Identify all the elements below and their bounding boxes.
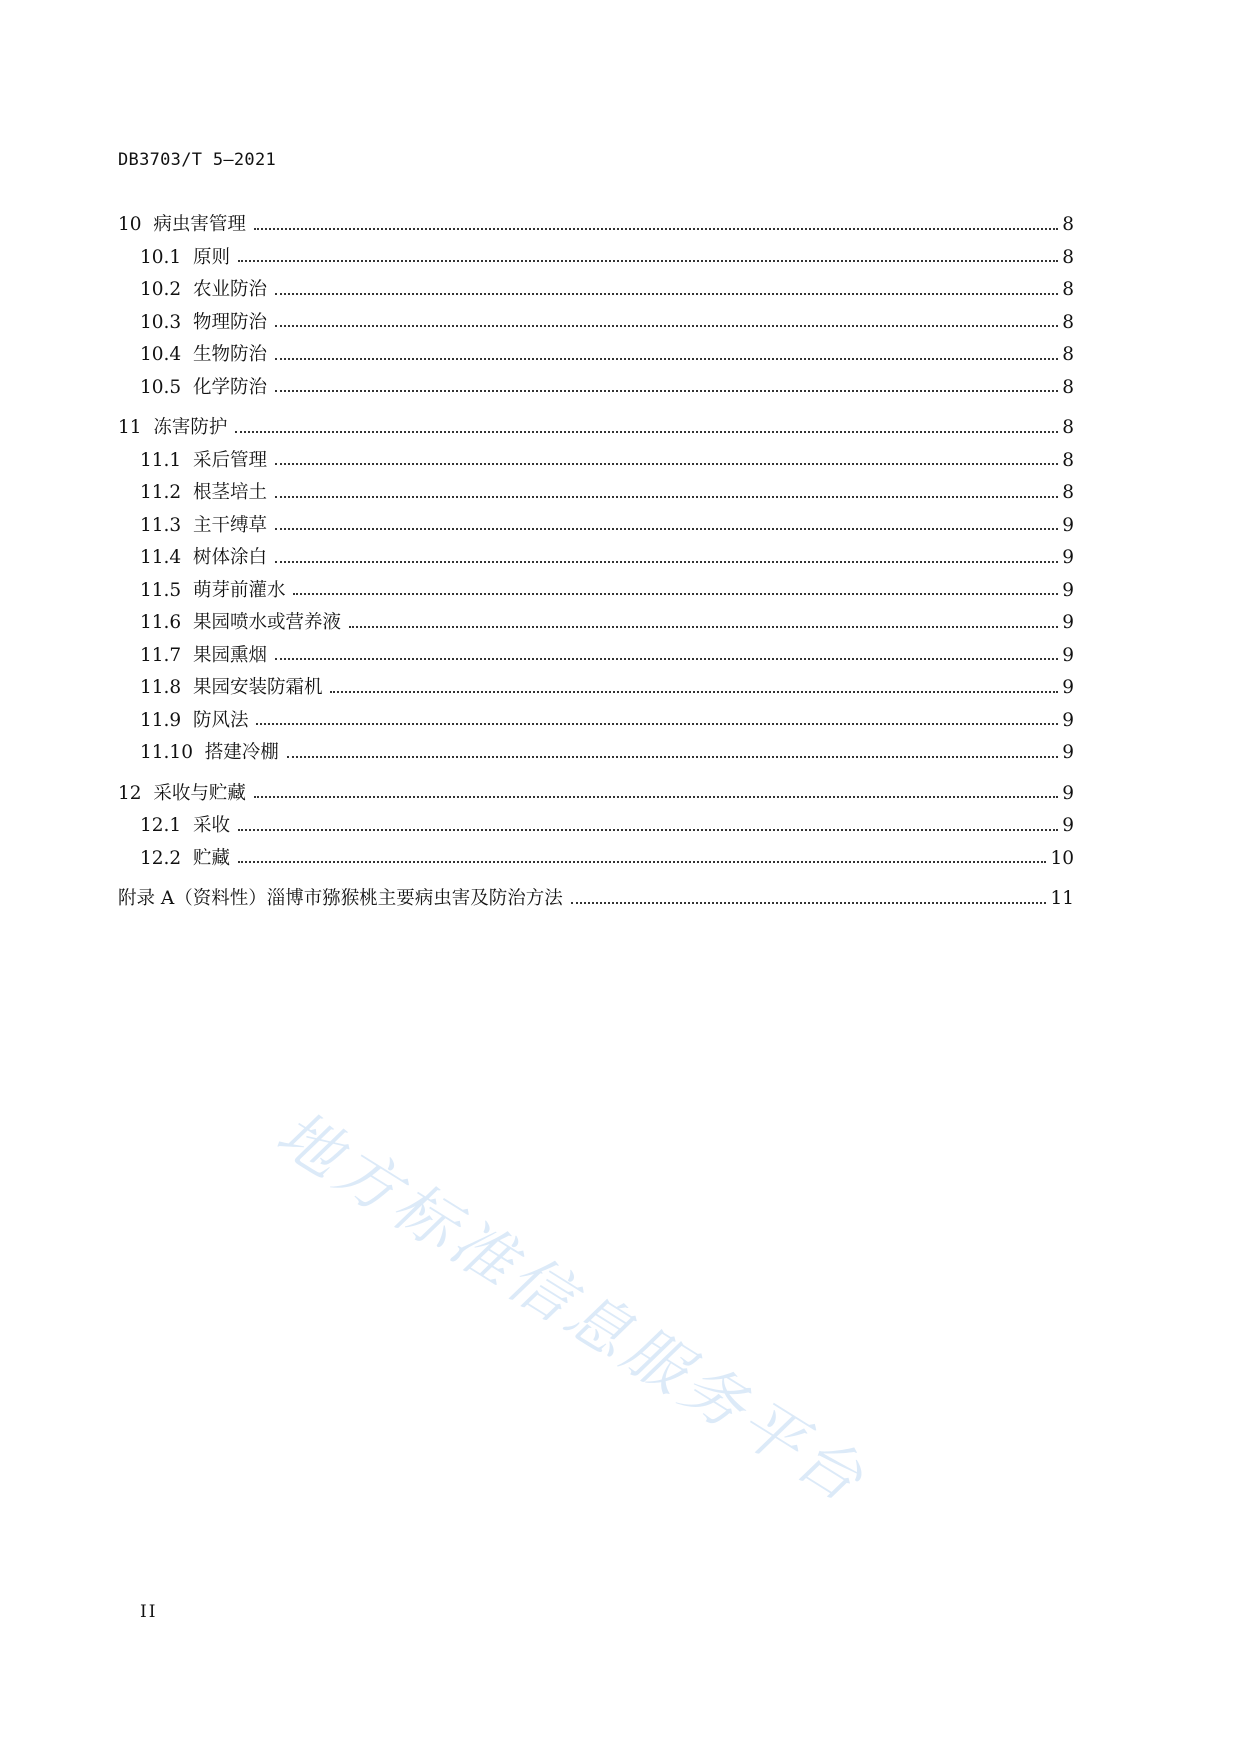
- toc-entry-number: 10: [118, 214, 142, 235]
- toc-entry-title: 采收与贮藏: [153, 782, 246, 804]
- toc-entry-number: 12.1: [140, 815, 182, 836]
- toc-entry[interactable]: [118, 267, 1074, 300]
- toc-entry-title: 防风法: [192, 709, 249, 731]
- toc-entry-number: 11.3: [140, 514, 182, 536]
- toc-entry-title: 贮藏: [192, 847, 230, 869]
- toc-entry-page: 8: [1062, 311, 1074, 333]
- toc-entry[interactable]: [118, 503, 1074, 536]
- toc-entry-number: 11.10: [140, 742, 193, 763]
- toc-entry-number: 11.2: [140, 482, 182, 503]
- toc-entry-title: 化学防治: [192, 376, 267, 398]
- toc-dot-leader: [349, 626, 1058, 628]
- toc-entry[interactable]: [118, 698, 1074, 731]
- toc-entry-number: 10.3: [140, 311, 182, 333]
- toc-entry-number: 10.5: [140, 376, 182, 398]
- toc-entry-number: 11.8: [140, 677, 182, 698]
- toc-entry[interactable]: [118, 202, 1074, 235]
- toc-entry-page: 8: [1062, 214, 1074, 235]
- toc-entry-page: 8: [1062, 279, 1074, 300]
- toc-entry-title: 主干缚草: [192, 514, 267, 536]
- toc-dot-leader: [238, 829, 1058, 831]
- toc-entry-title: 附录 A（资料性）淄博市猕猴桃主要病虫害及防治方法: [118, 888, 563, 909]
- toc-dot-leader: [235, 431, 1058, 433]
- toc-entry-title: 生物防治: [192, 344, 267, 365]
- toc-entry-title: 果园安装防霜机: [192, 677, 323, 698]
- toc-entry-title: 果园熏烟: [192, 644, 267, 666]
- toc-entry[interactable]: [118, 665, 1074, 698]
- toc-dot-leader: [287, 756, 1058, 758]
- toc-entry[interactable]: [118, 600, 1074, 633]
- toc-entry-page: 9: [1062, 579, 1074, 601]
- toc-entry-number: 10.2: [140, 279, 182, 300]
- toc-entry[interactable]: [118, 876, 1074, 909]
- toc-entry-page: 9: [1062, 547, 1074, 568]
- toc-entry-title: 原则: [192, 246, 230, 268]
- toc-entry[interactable]: [118, 235, 1074, 268]
- toc-entry-page: 8: [1062, 246, 1074, 268]
- toc-dot-leader: [254, 228, 1058, 230]
- toc-entry-page: 9: [1062, 612, 1074, 633]
- toc-dot-leader: [256, 723, 1058, 725]
- toc-entry-number: 10.1: [140, 246, 182, 268]
- toc-entry[interactable]: [118, 568, 1074, 601]
- toc-entry[interactable]: [118, 730, 1074, 763]
- toc-entry-number: 10.4: [140, 344, 182, 365]
- toc-entry[interactable]: [118, 365, 1074, 398]
- toc-dot-leader: [275, 528, 1058, 530]
- toc-entry-page: 11: [1050, 888, 1074, 909]
- toc-entry-page: 8: [1062, 449, 1074, 471]
- toc-dot-leader: [571, 902, 1047, 904]
- toc-entry-number: 11.4: [140, 547, 182, 568]
- toc-dot-leader: [275, 358, 1058, 360]
- toc-dot-leader: [275, 463, 1058, 465]
- toc-entry-number: 11: [118, 417, 142, 438]
- toc-dot-leader: [275, 561, 1058, 563]
- toc-entry-number: 11.7: [140, 644, 182, 666]
- toc-entry-number: 11.1: [140, 449, 182, 471]
- toc-entry-number: 11.6: [140, 612, 182, 633]
- toc-entry-page: 9: [1062, 677, 1074, 698]
- toc-dot-leader: [238, 861, 1046, 863]
- toc-entry-title: 物理防治: [192, 311, 267, 333]
- toc-entry-number: 12: [118, 782, 142, 804]
- toc-entry-title: 萌芽前灌水: [192, 579, 286, 601]
- toc-entry-page: 9: [1062, 815, 1074, 836]
- toc-entry-number: 12.2: [140, 847, 182, 869]
- toc-entry-title: 采后管理: [192, 449, 267, 471]
- toc-entry-page: 9: [1062, 514, 1074, 536]
- toc-entry-title: 根茎培土: [192, 482, 267, 503]
- toc-entry-page: 9: [1062, 782, 1074, 804]
- toc-dot-leader: [238, 260, 1058, 262]
- toc-entry[interactable]: [118, 803, 1074, 836]
- toc-dot-leader: [275, 325, 1058, 327]
- toc-entry-page: 8: [1062, 482, 1074, 503]
- table-of-contents: [118, 202, 1074, 909]
- toc-entry[interactable]: [118, 633, 1074, 666]
- toc-entry-number: 11.9: [140, 709, 182, 731]
- toc-entry-page: 8: [1062, 344, 1074, 365]
- toc-entry-number: 11.5: [140, 579, 182, 601]
- toc-entry-page: 9: [1062, 644, 1074, 666]
- toc-entry-title: 病虫害管理: [153, 214, 246, 235]
- toc-dot-leader: [275, 658, 1058, 660]
- toc-entry-title: 采收: [192, 815, 230, 836]
- toc-entry-page: 8: [1062, 376, 1074, 398]
- toc-entry[interactable]: [118, 300, 1074, 333]
- toc-dot-leader: [330, 691, 1058, 693]
- watermark: 地方标准信息服务平台: [264, 1096, 880, 1519]
- toc-entry-page: 10: [1050, 847, 1074, 869]
- page-number: II: [140, 1602, 158, 1622]
- document-code: DB3703/T 5—2021: [118, 150, 277, 170]
- toc-entry[interactable]: [118, 836, 1074, 869]
- toc-dot-leader: [275, 390, 1058, 392]
- toc-entry-title: 冻害防护: [153, 417, 228, 438]
- toc-dot-leader: [275, 293, 1058, 295]
- toc-dot-leader: [293, 593, 1058, 595]
- toc-entry-page: 9: [1062, 742, 1074, 763]
- toc-entry[interactable]: [118, 535, 1074, 568]
- toc-entry-title: 农业防治: [192, 279, 267, 300]
- toc-dot-leader: [254, 796, 1058, 798]
- toc-dot-leader: [275, 496, 1058, 498]
- toc-entry[interactable]: [118, 771, 1074, 804]
- toc-entry-title: 果园喷水或营养液: [192, 612, 341, 633]
- toc-entry-title: 搭建冷棚: [204, 742, 279, 763]
- toc-entry[interactable]: [118, 470, 1074, 503]
- toc-entry[interactable]: [118, 438, 1074, 471]
- toc-entry-title: 树体涂白: [192, 547, 267, 568]
- toc-entry[interactable]: [118, 405, 1074, 438]
- toc-entry[interactable]: [118, 332, 1074, 365]
- toc-entry-page: 8: [1062, 417, 1074, 438]
- toc-entry-page: 9: [1062, 709, 1074, 731]
